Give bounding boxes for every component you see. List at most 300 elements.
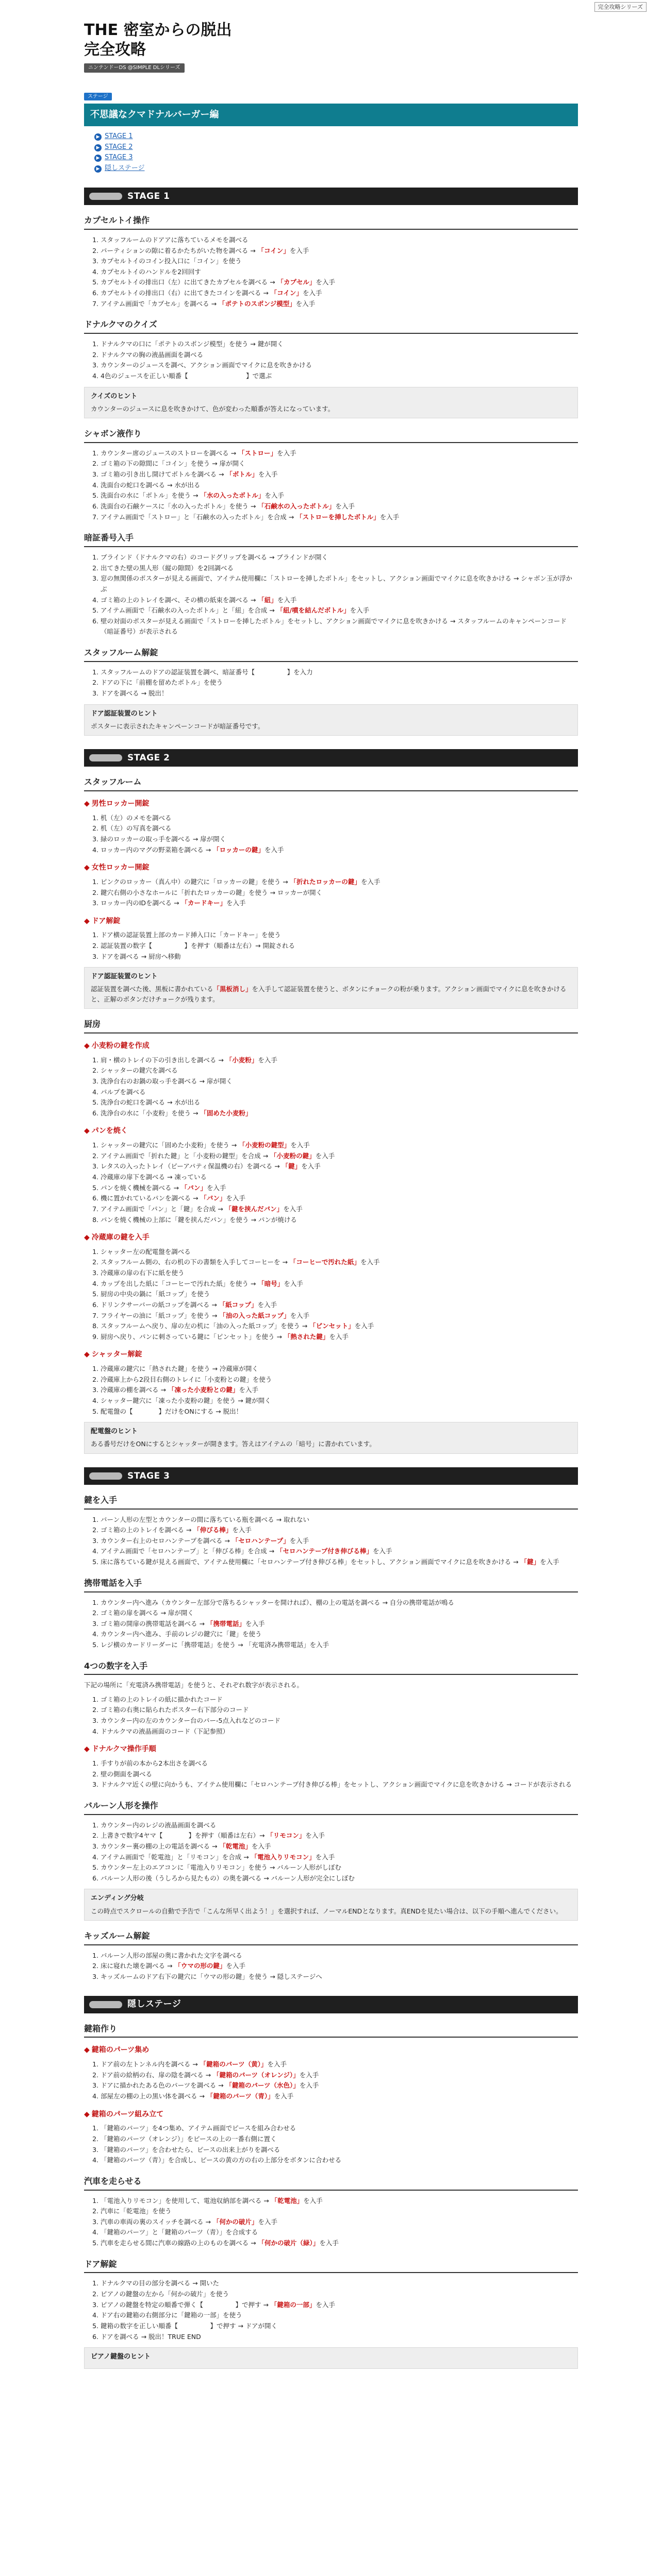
step-text: 鍵箱の数字を正しい順番【 】で押す → ドアが開く <box>101 2321 278 2330</box>
step-item <box>101 941 578 952</box>
step-text: 「鍵箱のパーツ」と「鍵箱のパーツ（青）」を合成する <box>101 2228 258 2236</box>
step-text: バーン人形の左型とカウンターの間に落ちている瓶を調べる → 取れない <box>101 1515 310 1523</box>
section-heading: 汽車を走らせる <box>84 2175 578 2191</box>
step-text: バルーン人形の後（うしろから見たもの）の奥を調べる → バルーン人形が完全にしぼむ <box>101 1874 355 1882</box>
step-text: 洗浄台右のお鍋の取っ手を調べる → 扉が開く <box>101 1077 233 1085</box>
step-text: を入手 <box>258 2217 277 2226</box>
step-text: 認証装置の数字【 】を押す（順番は左右）→ 開錠される <box>101 942 295 950</box>
step-item <box>101 1546 578 1557</box>
item-name: 「パン」 <box>180 1183 207 1192</box>
step-item <box>101 350 578 361</box>
step-item <box>101 1332 578 1343</box>
step-item <box>101 256 578 267</box>
section-heading: 暗証番号入手 <box>84 532 578 547</box>
step-item <box>101 2155 578 2166</box>
item-name: 「ロッカーの鍵」 <box>213 845 264 854</box>
step-item <box>101 1396 578 1406</box>
step-text: カウンター内へ進み、手前のレジの鍵穴に「鍵」を使う <box>101 1630 262 1638</box>
step-item <box>101 845 578 856</box>
hint-box <box>84 1889 578 1921</box>
step-item <box>101 299 578 310</box>
hint-body: この時点でスクロールの自動で予告で「こんな所早く出よう！」を選択すれば、ノーマルENDとなります。真ENDを見たい場合は、以下の手順へ進んでください。 <box>91 1907 562 1915</box>
stage-chip <box>89 2001 122 2008</box>
step-item <box>101 490 578 501</box>
step-item <box>101 2091 578 2102</box>
step-item <box>101 1841 578 1852</box>
step-text: ゴミ箱の扉を調べる → 扉が開く <box>101 1609 194 1617</box>
step-text: 洗浄台の水に「小麦粉」を使う → <box>101 1109 201 1117</box>
section-heading: 携帯電話を入手 <box>84 1577 578 1592</box>
stage-title: STAGE 2 <box>127 753 170 764</box>
hint-box <box>84 2347 578 2369</box>
step-item <box>101 1557 578 1568</box>
step-text: ドアに描かれたある色のパーツを調べる → <box>101 2081 226 2090</box>
hint-body: ポスターに表示されたキャンペーンコードが暗証番号です。 <box>91 722 264 730</box>
step-text: ドアを調べる → 厨房へ移動 <box>101 952 181 960</box>
step-text: を入手 <box>316 2300 335 2309</box>
step-text: 「鍵箱のパーツ（オレンジ）」をピースの上の一番右側に置く <box>101 2134 277 2143</box>
step-text: ロッカー内のIDを調べる → <box>101 899 181 907</box>
step-text: 床に寝れた壊を調べる → <box>101 1962 175 1970</box>
item-name: 「鍵を挟んだパン」 <box>225 1205 284 1213</box>
step-text: を入手 <box>360 877 380 886</box>
item-name: 「何かの破片（緑）」 <box>258 2239 320 2247</box>
step-text: 冷蔵庫の扉下を調べる → 凍っている <box>101 1173 207 1181</box>
step-text: を入手 <box>301 1162 321 1171</box>
step-item <box>101 1385 578 1396</box>
step-item <box>101 2310 578 2321</box>
item-name: 「熱された鍵」 <box>284 1332 329 1341</box>
step-item <box>101 1961 578 1972</box>
item-name: 「ボトル」 <box>226 470 258 479</box>
step-text: ゴミ箱の引き出し開けてボトルを調べる → <box>101 470 226 479</box>
step-item <box>101 2289 578 2300</box>
step-text: シャッター鍵穴に「凍った小麦粉の鍵」を使う → 鍵が開く <box>101 1397 271 1405</box>
step-text: キッズルームのドア右下の鍵穴に「ウマの形の鍵」を使う → 隠しステージへ <box>101 1972 322 1980</box>
step-list <box>101 930 578 962</box>
step-text: レジ横のカードリーダーに「携帯電話」を使う → 「充電済み携帯電話」を入手 <box>101 1641 329 1649</box>
step-text: パーティションの隙に着るかたちがいた物を調べる → <box>101 246 258 255</box>
step-item <box>101 1300 578 1311</box>
section-heading: キッズルーム解錠 <box>84 1930 578 1945</box>
item-name: 「鍵箱のパーツ（オレンジ）」 <box>213 2071 300 2079</box>
item-name: 「小麦粉」 <box>225 1056 258 1064</box>
step-text: カプセルトイのコイン投入口に「コイン」を使う <box>101 257 242 265</box>
step-item <box>101 1972 578 1982</box>
toc-link[interactable]: ▶ 隠しステージ <box>94 163 578 174</box>
item-name: 「黒板消し」 <box>213 985 252 993</box>
step-item <box>101 360 578 371</box>
step-text: を入手 <box>290 1311 310 1319</box>
subsection-heading: ◆ シャッター解錠 <box>84 1349 578 1361</box>
step-text: を入手 <box>316 278 335 286</box>
step-text: シャッターの鍵穴に「固めた小麦粉」を使う → <box>101 1141 239 1149</box>
step-list <box>101 1820 578 1884</box>
step-text: を入手 <box>258 470 278 479</box>
step-item <box>101 1705 578 1716</box>
step-text: 壁の側面を調べる <box>101 1770 153 1778</box>
category-tag[interactable]: ステージ <box>84 93 112 101</box>
step-item <box>101 952 578 962</box>
step-text: 「鍵箱のパーツ」を合わせたら、ピースの出来上がりを調べる <box>101 2145 280 2154</box>
step-text: を入手 <box>350 606 370 615</box>
stages-container <box>84 188 578 2369</box>
step-item <box>101 1862 578 1873</box>
step-item <box>101 1608 578 1619</box>
step-item <box>101 1161 578 1172</box>
step-list <box>101 235 578 309</box>
item-name: 「水の入ったボトル」 <box>200 492 265 500</box>
step-text: カウンター内へ進み（カウンター左部分で落ちるシャッターを開ければ）、棚の上の電話を調べる → 自分の携帯電話が鳴る <box>101 1598 454 1606</box>
hint-title: クイズのヒント <box>91 392 138 400</box>
step-text: を入手 <box>264 845 284 854</box>
step-item <box>101 512 578 523</box>
step-text: ゴミ箱の上のトレイを調べる → <box>101 1526 194 1534</box>
stage-header <box>84 1996 578 2013</box>
section-heading: カプセルトイ操作 <box>84 214 578 230</box>
item-name: 「折れたロッカーの鍵」 <box>290 877 361 886</box>
step-item <box>101 1087 578 1098</box>
step-item <box>101 1852 578 1863</box>
step-list <box>101 1055 578 1119</box>
step-text: を入手 <box>258 1056 277 1064</box>
section-heading: 鍵箱作り <box>84 2023 578 2038</box>
step-item <box>101 2059 578 2070</box>
step-text: を入手 <box>302 289 322 297</box>
item-name: 「鍵」 <box>282 1162 302 1171</box>
step-text: スタッフルーム側の、右の机の下の書類を入手してコーヒーを → <box>101 1258 290 1266</box>
step-text: 窓の無関係のポスターが見える画面で、アイテム使用欄に「ストローを挿したボトル」をセットし、アクション画面でマイクに息を吹きかける → シャボン玉が浮かぶ <box>101 574 573 593</box>
step-item <box>101 1406 578 1417</box>
stage-title: STAGE 3 <box>127 1470 170 1481</box>
step-item <box>101 930 578 941</box>
step-item <box>101 1289 578 1300</box>
step-text: を入手 <box>264 492 284 500</box>
stage-header <box>84 749 578 767</box>
item-name: 「紐」 <box>258 596 277 604</box>
step-item <box>101 1268 578 1279</box>
step-text: ゴミ箱の下の隙間に「コイン」を使う → 扉が開く <box>101 460 245 468</box>
step-item <box>101 688 578 699</box>
step-item <box>101 813 578 824</box>
source-badge: ニンテンドーDS @SIMPLE DLシリーズ <box>84 63 185 73</box>
step-item <box>101 595 578 606</box>
step-item <box>101 605 578 616</box>
step-text: を入手 <box>319 2239 339 2247</box>
step-item <box>101 2300 578 2311</box>
step-text: 手すりが前の本から2本出さを調べる <box>101 1759 208 1767</box>
step-text: を入手 <box>360 1258 380 1266</box>
item-name: 「伸びる棒」 <box>193 1526 233 1534</box>
item-name: 「紐/噴を結んだボトル」 <box>276 606 350 615</box>
step-text: ドア右の鍵箱の右側部分に「鍵箱の一部」を使う <box>101 2311 242 2319</box>
item-name: 「セロハンテープ」 <box>231 1536 290 1545</box>
step-text: 鍵穴右側の小さなホールに「折れたロッカーの鍵」を使う → ロッカーが開く <box>101 888 323 896</box>
step-text: アイテム画面で「パン」と「鍵」を合成 → <box>101 1205 225 1213</box>
step-text: を入手 <box>299 2081 319 2090</box>
step-text: を入手 <box>303 2196 323 2205</box>
section-heading: バルーン人形を操作 <box>84 1800 578 1815</box>
step-text: カウンター内のレジの液晶画面を調べる <box>101 1821 217 1829</box>
step-text: 厨房の中央の鍋に「紙コップ」を使う <box>101 1290 210 1298</box>
step-text: 壁の対面のポスターが見える画面で「ストローを挿したボトル」をセットし、アクション画面でマイクに息を吹きかける → スタッフルームのキャンペーンコード（暗証番号）が表示される <box>101 617 567 636</box>
hint-box <box>84 387 578 419</box>
step-item <box>101 667 578 678</box>
step-item <box>101 459 578 469</box>
step-text: カウンター左上のエアコンに「電池入りリモコン」を使う → バルーン人形がしぼむ <box>101 1863 342 1872</box>
step-item <box>101 235 578 246</box>
step-list <box>101 2278 578 2342</box>
item-name: 「石鹸水の入ったボトル」 <box>258 502 336 510</box>
stage-header <box>84 188 578 205</box>
step-item <box>101 1598 578 1608</box>
step-text: カプセルトイの排出口（左）に出てきたカプセルを調べる → <box>101 278 277 286</box>
step-item <box>101 2278 578 2289</box>
item-name: 「ストローを挿したボトル」 <box>296 513 380 521</box>
subsection-heading: ◆ 冷蔵庫の鍵を入手 <box>84 1232 578 1244</box>
item-name: 「電池入りリモコン」 <box>251 1853 316 1861</box>
step-text: フライヤーの油に「紙コップ」を使う → <box>101 1311 220 1319</box>
step-text: ロッカー内のマグの野菜箱を調べる → <box>101 845 213 854</box>
step-item <box>101 823 578 834</box>
step-item <box>101 371 578 382</box>
step-text: ドア前の左トンネル内を調べる → <box>101 2060 200 2069</box>
mode-header: 不思議なクマドナルバーガー編 <box>84 104 578 126</box>
step-item <box>101 677 578 688</box>
step-text: スタッフルームへ戻り、扉の左の机に「油の入った紙コップ」を使う → <box>101 1322 310 1330</box>
subsection-heading: ◆ 男性ロッカー開錠 <box>84 799 578 810</box>
step-text: カップを出した紙に「コーヒーで汚れた紙」を使う → <box>101 1279 258 1287</box>
hint-body: カウンターのジュースに息を吹きかけて、色が変わった順番が答えになっています。 <box>91 404 335 413</box>
item-name: 「ポテトのスポンジ模型」 <box>219 299 296 308</box>
hint-body <box>91 984 571 1004</box>
step-item <box>101 1311 578 1321</box>
step-text: を入手 <box>239 1386 258 1394</box>
step-text: スタッフルームのドアの認証装置を調べ、暗証番号【 】を入力 <box>101 668 313 676</box>
step-text: パンを焼く機械を調べる → <box>101 1183 181 1192</box>
step-text: を入手 <box>232 1526 252 1534</box>
page-title <box>84 21 578 59</box>
step-item <box>101 1257 578 1268</box>
step-item <box>101 2070 578 2081</box>
step-item <box>101 1619 578 1630</box>
step-text: を入手 <box>274 2092 294 2100</box>
step-text: を入手 <box>267 2060 287 2069</box>
step-item <box>101 1820 578 1831</box>
step-text: ドリンクサーバーの紙コップを調べる → <box>101 1300 219 1309</box>
step-text: シャッターの鍵穴を調べる <box>101 1066 178 1075</box>
step-text: を入手 <box>329 1332 349 1341</box>
step-item <box>101 267 578 278</box>
step-item <box>101 1279 578 1290</box>
step-text: ドナルクマ近くの壁に向かうも、アイテム使用欄に「セロハンテープ付き伸びる棒」をセットし、アクション画面でマイクに息を吹きかける → コードが表示される <box>101 1781 572 1789</box>
step-text: 汽車を走らせる間に汽車の線路の上のものを調べる → <box>101 2239 258 2247</box>
hint-box <box>84 704 578 736</box>
step-text: 汽車の車両の裏のスイッチを調べる → <box>101 2217 213 2226</box>
step-list <box>101 1694 578 1737</box>
step-item <box>101 898 578 909</box>
step-item <box>101 480 578 491</box>
step-text: ゴミ箱の開扉の携帯電話を調べる → <box>101 1619 207 1628</box>
step-text: カプセルトイのハンドルを2回回す <box>101 267 201 276</box>
step-text: 床に落ちている鍵が見える画面で、アイテム使用欄に「セロハンテープ付き伸びる棒」をセットし、アクション画面でマイクに息を吹きかける → <box>101 1558 521 1566</box>
toc-link[interactable]: ▶ STAGE 1 <box>94 131 578 142</box>
step-text: スタッフルームのドアアに落ちているメモを調べる <box>101 235 249 244</box>
section-heading: 4つの数字を入手 <box>84 1660 578 1675</box>
step-list <box>101 1758 578 1790</box>
item-name: 「乾電池」 <box>219 1842 252 1850</box>
step-item <box>101 288 578 299</box>
stage-chip <box>89 193 122 200</box>
step-list <box>101 813 578 856</box>
step-text: 洗面台の水に「ボトル」を使う → <box>101 492 201 500</box>
step-item <box>101 1726 578 1737</box>
step-item <box>101 552 578 563</box>
step-text: カウンターのジュースを調べ、アクション画面でマイクに息を吹きかける <box>101 361 312 369</box>
step-text: カウンター内の左のカウンター台のバー-5点入れなどのコード <box>101 1717 280 1725</box>
step-text: ドア横の認証装置上部のカード挿入口に「カードキー」を使う <box>101 931 281 939</box>
subsection-heading: ◆ ドア解錠 <box>84 916 578 927</box>
step-text: シャッター左の配電盤を調べる <box>101 1247 191 1256</box>
step-item <box>101 2134 578 2145</box>
item-name: 「凍った小麦粉との鍵」 <box>168 1386 239 1394</box>
step-item <box>101 1515 578 1526</box>
step-item <box>101 1694 578 1705</box>
series-tag[interactable]: 完全攻略シリーズ <box>594 2 647 12</box>
step-item <box>101 1065 578 1076</box>
step-text: 機に置かれているパンを調べる → <box>101 1194 201 1202</box>
item-name: 「コイン」 <box>270 289 303 297</box>
step-text: を入手 <box>277 596 297 604</box>
step-text: を入手 <box>251 1842 271 1850</box>
step-item <box>101 1193 578 1204</box>
step-item <box>101 1204 578 1215</box>
section-heading: ドナルクマのクイズ <box>84 318 578 334</box>
item-name: 「何かの破片」 <box>212 2217 258 2226</box>
step-list <box>101 1598 578 1651</box>
item-name: 「小麦粉の鍵型」 <box>239 1141 291 1149</box>
step-text: 認証装置を調べた後、黒板に書かれている <box>91 985 213 993</box>
subsection-heading: ◆ 女性ロッカー開錠 <box>84 862 578 874</box>
article-content <box>84 21 578 2376</box>
step-text: ドナルクマの口に「ポテトのスポンジ模型」を使う → 鍵が開く <box>101 340 284 348</box>
step-item <box>101 2227 578 2238</box>
step-item <box>101 2123 578 2134</box>
step-list <box>101 667 578 699</box>
step-text: 「電池入りリモコン」を使用して、電池収納部を調べる → <box>101 2196 271 2205</box>
stage-chip <box>89 1472 122 1480</box>
step-item <box>101 1758 578 1769</box>
step-item <box>101 1780 578 1790</box>
hint-title: エンディング分岐 <box>91 1894 144 1903</box>
item-name: 「リモコン」 <box>267 1832 306 1840</box>
step-item <box>101 2217 578 2228</box>
step-text: 緑のロッカーの取っ手を調べる → 扉が開く <box>101 835 226 843</box>
item-name: 「鍵箱のパーツ（青）」 <box>206 2092 274 2100</box>
toc-link[interactable]: ▶ STAGE 3 <box>94 152 578 163</box>
step-text: 4色のジュースを正しい順番【 】で選ぶ <box>101 371 272 380</box>
subsection-heading: ◆ ドナルクマ操作手順 <box>84 1744 578 1755</box>
step-text: レタスの入ったトレイ（ピーアパティ保温機の右）を調べる → <box>101 1162 282 1171</box>
step-text: を入手 <box>245 1619 265 1628</box>
step-item <box>101 1108 578 1119</box>
step-item <box>101 1716 578 1726</box>
step-item <box>101 501 578 512</box>
step-text: を入手 <box>277 449 296 457</box>
step-list <box>101 1140 578 1225</box>
step-item <box>101 1055 578 1066</box>
step-list <box>101 2196 578 2249</box>
hint-title: ドア認証装置のヒント <box>91 709 158 718</box>
item-name: 「パン」 <box>200 1194 226 1202</box>
item-name: 「紙コップ」 <box>219 1300 258 1309</box>
step-item <box>101 469 578 480</box>
step-text: カプセルトイの排出口（右）に出てきたコインを調べる → <box>101 289 271 297</box>
step-text: を入手 <box>283 1205 303 1213</box>
step-item <box>101 1215 578 1226</box>
step-item <box>101 2321 578 2332</box>
step-text: を入手 <box>315 1853 335 1861</box>
step-text: を入手 <box>257 1300 277 1309</box>
step-text: ドアを調べる → 脱出！TRUE END <box>101 2332 201 2341</box>
step-text: アイテム画面で「セロハンテープ」と「伸びる棒」を合成 → <box>101 1547 277 1555</box>
step-text: ドア前の絵柄の右、扉の陰を調べる → <box>101 2071 213 2079</box>
section-heading: シャボン液作り <box>84 428 578 443</box>
step-item <box>101 2238 578 2249</box>
step-item <box>101 277 578 288</box>
item-name: 「コーヒーで汚れた紙」 <box>289 1258 360 1266</box>
step-text: を入手 <box>335 502 355 510</box>
step-text: を入手 <box>226 1194 245 1202</box>
step-item <box>101 2080 578 2091</box>
step-text: ドナルクマの液晶画面のコード（下記参照） <box>101 1727 229 1735</box>
step-text: 部屋左の棚の上の黒い体を調べる → <box>101 2092 207 2100</box>
item-name: 「セロハンテープ付き伸びる棒」 <box>276 1547 373 1555</box>
step-text: パルプを調べる <box>101 1088 146 1096</box>
step-text: ゴミ箱の上のトレイの紙に描かれたコード <box>101 1695 223 1703</box>
step-text: 出てきた壁の黒人形（縦の隙間）を2回調べる <box>101 564 234 572</box>
item-name: 「ウマの形の鍵」 <box>174 1962 226 1970</box>
step-text: ピンクのロッカー（真ん中）の鍵穴に「ロッカーの鍵」を使う → <box>101 877 290 886</box>
step-item <box>101 1172 578 1183</box>
step-item <box>101 1140 578 1151</box>
step-item <box>101 1375 578 1385</box>
item-name: 「鍵」 <box>520 1558 540 1566</box>
step-text: 洗浄台の蛇口を調べる → 水が出る <box>101 1098 201 1107</box>
step-text: 汽車に「乾電池」を使う <box>101 2207 172 2215</box>
step-text: バルーン人形の部屋の奥に書かれた文字を調べる <box>101 1951 242 1959</box>
step-item <box>101 2206 578 2217</box>
step-item <box>101 563 578 574</box>
hint-title: ドア認証装置のヒント <box>91 973 158 981</box>
toc-link[interactable]: ▶ STAGE 2 <box>94 142 578 153</box>
hint-box <box>84 1422 578 1454</box>
step-text: 机（左）のメモを調べる <box>101 814 172 822</box>
step-item <box>101 1769 578 1780</box>
step-text: を入手 <box>226 899 246 907</box>
item-name: 「ストロー」 <box>238 449 277 457</box>
step-item <box>101 573 578 595</box>
item-name: 「ピンセット」 <box>309 1322 355 1330</box>
step-text: を入手 <box>315 1151 335 1160</box>
step-item <box>101 1640 578 1651</box>
step-text: 冷蔵庫の鍵穴に「熱された鍵」を使う → 冷蔵庫が開く <box>101 1365 258 1373</box>
subsection-heading: ◆ 鍵箱のパーツ集め <box>84 2045 578 2056</box>
step-item <box>101 1525 578 1536</box>
step-text: を入手 <box>295 299 316 308</box>
step-text: 「鍵箱のパーツ」を4つ集め、アイテム画面でピースを組み合わせる <box>101 2124 296 2132</box>
step-list <box>101 877 578 909</box>
